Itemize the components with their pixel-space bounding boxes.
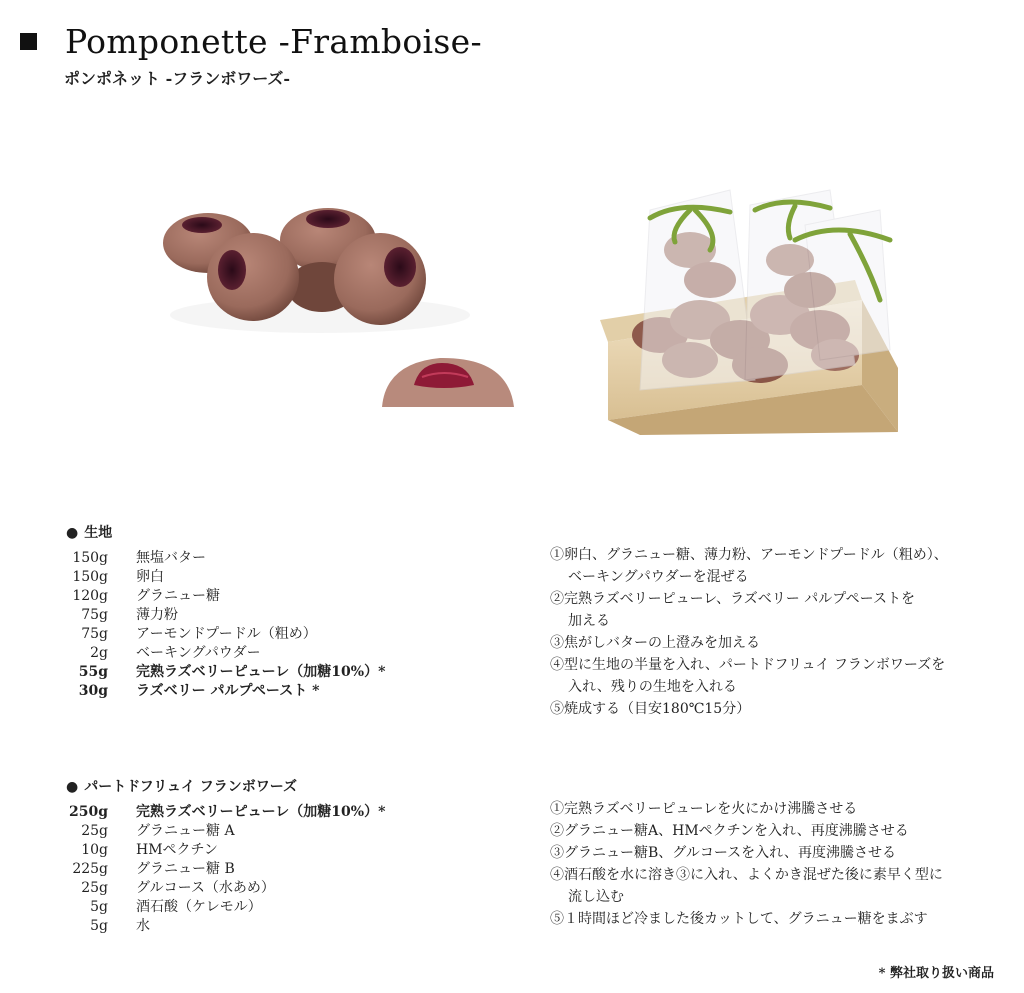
step-item: ④型に生地の半量を入れ、パートドフリュイ フランボワーズを 入れ、残りの生地を入れる xyxy=(550,657,946,695)
step-item: ②グラニュー糖A、HMペクチンを入れ、再度沸騰させる xyxy=(550,823,909,839)
step-item: ⑤１時間ほど冷ました後カットして、グラニュー糖をまぶす xyxy=(550,911,928,927)
ingredient-row: 75g 薄力粉 xyxy=(81,607,178,623)
cookie-cut-half xyxy=(382,358,514,407)
ingredient-row-featured: 55g 完熟ラズベリーピューレ（加糖10%）* xyxy=(78,664,386,680)
ingredient-row: 225g グラニュー糖 B xyxy=(72,861,235,877)
page-subtitle: ポンポネット -フランボワーズ- xyxy=(64,69,291,88)
section-heading-pate-de-fruit: ● パートドフリュイ フランボワーズ xyxy=(66,779,297,795)
section-heading-dough: ● 生地 xyxy=(66,525,113,541)
ingredient-row: 25g グルコース（水あめ） xyxy=(81,880,275,896)
step-item: ③グラニュー糖B、グルコースを入れ、再度沸騰させる xyxy=(550,845,897,861)
footnote: * 弊社取り扱い商品 xyxy=(878,966,994,981)
ingredient-row: 150g 無塩バター xyxy=(72,550,206,566)
page-title: Pomponette -Framboise- xyxy=(65,22,482,61)
bullet-dot-icon: ● xyxy=(66,779,79,795)
gift-box-photo xyxy=(580,150,920,440)
ingredient-row: 75g アーモンドプードル（粗め） xyxy=(81,626,317,642)
step-item: ①完熟ラズベリーピューレを火にかけ沸騰させる xyxy=(550,801,858,817)
cookie-4 xyxy=(207,233,299,321)
cookies-photo xyxy=(150,195,530,425)
ingredient-row: 150g 卵白 xyxy=(72,569,164,585)
ingredient-row: 5g 酒石酸（ケレモル） xyxy=(90,899,262,915)
dough-ingredient-list xyxy=(62,549,482,701)
dough-steps xyxy=(550,544,1020,720)
ingredient-row: 10g HMペクチン xyxy=(81,842,218,858)
ingredient-row-featured: 250g 完熟ラズベリーピューレ（加糖10%）* xyxy=(68,804,386,820)
ingredient-row: 5g 水 xyxy=(90,918,150,934)
ingredient-row: 2g ベーキングパウダー xyxy=(90,645,261,661)
ingredient-row: 120g グラニュー糖 xyxy=(72,588,220,604)
page-header xyxy=(20,22,482,61)
step-item: ⑤焼成する（目安180℃15分） xyxy=(550,701,751,717)
step-item: ①卵白、グラニュー糖、薄力粉、アーモンドプードル（粗め）、 ベーキングパウダーを混ぜる xyxy=(550,547,948,585)
pate-ingredient-list xyxy=(62,803,482,936)
bullet-dot-icon: ● xyxy=(66,525,79,541)
ingredient-row: 25g グラニュー糖 A xyxy=(81,823,235,839)
cellophane-bags xyxy=(640,190,890,390)
step-item: ④酒石酸を水に溶き③に入れ、よくかき混ぜた後に素早く型に 流し込む xyxy=(550,867,943,905)
step-item: ③焦がしバターの上澄みを加える xyxy=(550,635,760,651)
step-item: ②完熟ラズベリーピューレ、ラズベリー パルプペーストを 加える xyxy=(550,591,915,629)
pate-steps xyxy=(550,798,1020,930)
ingredient-row-featured: 30g ラズベリー パルプペースト * xyxy=(78,683,320,699)
square-bullet-icon xyxy=(20,33,37,50)
cookie-5 xyxy=(334,233,426,325)
